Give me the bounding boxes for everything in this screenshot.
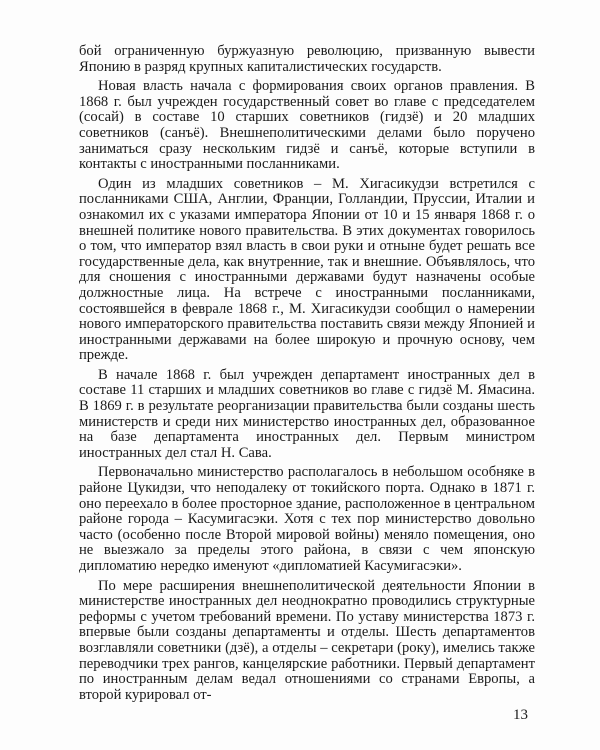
body-text bbox=[79, 44, 535, 707]
paragraph: По мере расширения внешнеполитической деятельности Японии в министерстве иностранных дел неоднократно проводились структурные реформы с учетом требований времени. По уставу министерства 1873 г. впервые были созданы департаменты и отделы. Шесть департаментов возглавляли советники (дзё), а отделы – секретари (року), имелись также переводчики трех рангов, канцелярские работники. Первый департамент по иностранным делам ведал отношениями со странами Европы, а второй курировал от- bbox=[79, 577, 535, 703]
paragraph: В начале 1868 г. был учрежден департамент иностранных дел в составе 11 старших и младших советников во главе с гидзё М. Ямасина. В 1869 г. в результате реорганизации правительства были созданы шесть министерств и среди них министерство иностранных дел, образованное на базе департамента иностранных дел. Первым министром иностранных дел стал Н. Сава. bbox=[79, 366, 535, 461]
paragraph: Первоначально министерство располагалось в небольшом особняке в районе Цукидзи, что неподалеку от токийского порта. Однако в 1871 г. оно переехало в более просторное здание, расположенное в центральном районе города – Касумигасэки. Хотя с тех пор министерство довольно часто (особенно после Второй мировой войны) меняло помещения, оно не выезжало за пределы этого района, в связи с чем японскую дипломатию нередко именуют «дипломатией Касумигасэки». bbox=[79, 464, 535, 574]
page-number: 13 bbox=[513, 707, 528, 723]
paragraph: бой ограниченную буржуазную революцию, призванную вывести Японию в разряд крупных капиталистических государств. bbox=[79, 43, 535, 75]
paragraph: Новая власть начала с формирования своих органов правления. В 1868 г. был учрежден государственный совет во главе с председателем (сосай) в составе 10 старших советников (гидзё) и 20 младших советников (санъё). Внешнеполитическими делами было поручено заниматься сразу нескольким гидзё и санъё, которые вступили в контакты с иностранными посланниками. bbox=[79, 78, 535, 173]
paragraph: Один из младших советников – М. Хигасикудзи встретился с посланниками США, Англии, Франции, Голландии, Пруссии, Италии и ознакомил их с указами императора Японии от 10 и 15 января 1868 г. о внешней политике нового правительства. В этих документах говорилось о том, что император взял власть в свои руки и отныне будет решать все государственные дела, как внутренние, так и внешние. Объявлялось, что для сношения с иностранными державами будут назначены особые должностные лица. На встрече с иностранными посланниками, состоявшейся в феврале 1868 г., М. Хигасикудзи сообщил о намерении нового императорского правительства поставить связи между Японией и иностранными державами на более широкую и прочную основу, чем прежде. bbox=[79, 175, 535, 364]
